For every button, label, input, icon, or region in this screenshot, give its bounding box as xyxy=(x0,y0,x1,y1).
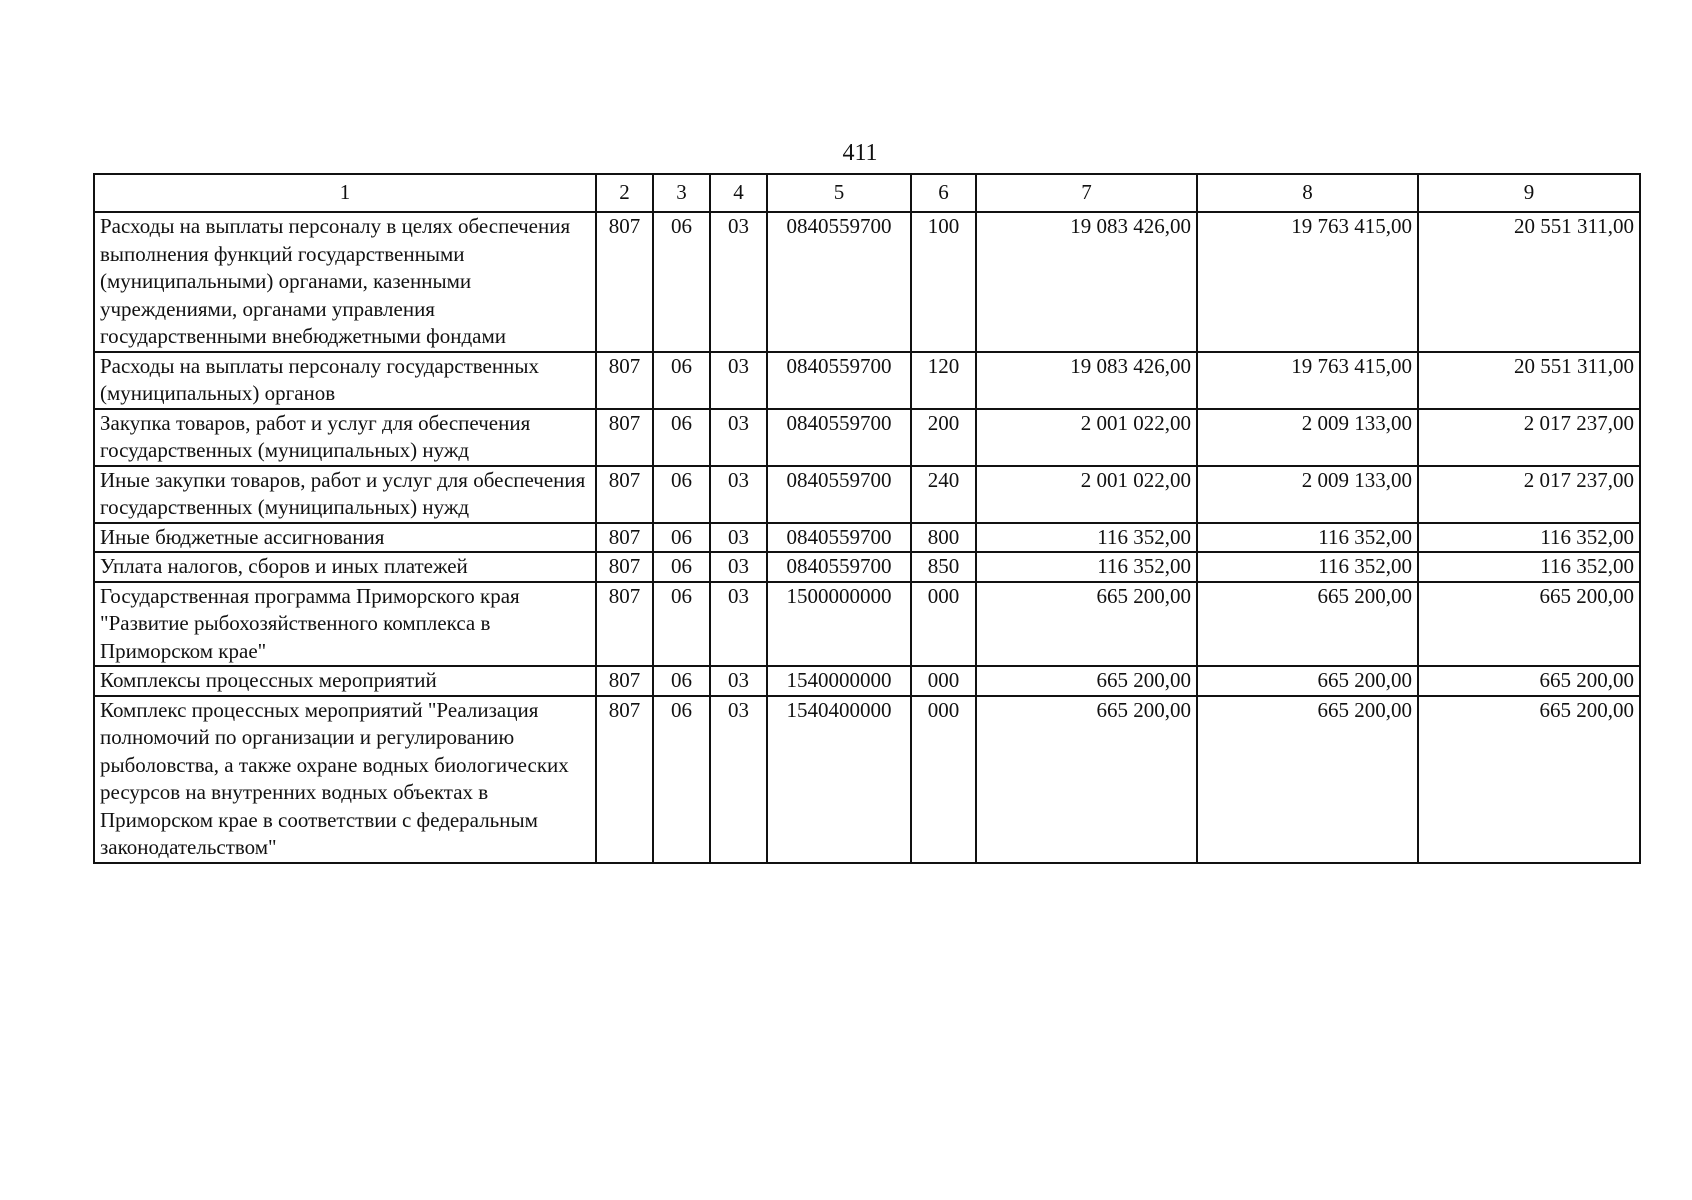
section-code-cell: 06 xyxy=(653,409,710,466)
subsection-code-cell: 03 xyxy=(710,409,767,466)
target-article-cell: 0840559700 xyxy=(767,212,911,352)
table-row xyxy=(94,212,1640,352)
row-name-cell: Иные бюджетные ассигнования xyxy=(94,523,596,553)
table-row xyxy=(94,409,1640,466)
section-code-cell: 06 xyxy=(653,582,710,667)
section-code-cell: 06 xyxy=(653,466,710,523)
header-cell: 4 xyxy=(710,174,767,212)
section-code-cell: 06 xyxy=(653,212,710,352)
amount-col8-cell: 116 352,00 xyxy=(1197,523,1418,553)
amount-col7-cell: 19 083 426,00 xyxy=(976,212,1197,352)
amount-col9-cell: 20 551 311,00 xyxy=(1418,352,1640,409)
table-row xyxy=(94,582,1640,667)
target-article-cell: 1540400000 xyxy=(767,696,911,863)
ministry-code-cell: 807 xyxy=(596,523,653,553)
target-article-cell: 1500000000 xyxy=(767,582,911,667)
amount-col9-cell: 2 017 237,00 xyxy=(1418,409,1640,466)
section-code-cell: 06 xyxy=(653,666,710,696)
amount-col7-cell: 665 200,00 xyxy=(976,666,1197,696)
amount-col7-cell: 665 200,00 xyxy=(976,696,1197,863)
amount-col8-cell: 19 763 415,00 xyxy=(1197,352,1418,409)
expense-type-cell: 850 xyxy=(911,552,976,582)
amount-col9-cell: 665 200,00 xyxy=(1418,666,1640,696)
amount-col8-cell: 2 009 133,00 xyxy=(1197,409,1418,466)
subsection-code-cell: 03 xyxy=(710,666,767,696)
amount-col7-cell: 116 352,00 xyxy=(976,552,1197,582)
amount-col8-cell: 665 200,00 xyxy=(1197,696,1418,863)
amount-col7-cell: 665 200,00 xyxy=(976,582,1197,667)
amount-col7-cell: 19 083 426,00 xyxy=(976,352,1197,409)
target-article-cell: 0840559700 xyxy=(767,466,911,523)
expense-type-cell: 120 xyxy=(911,352,976,409)
row-name-cell: Государственная программа Приморского края "Развитие рыбохозяйственного комплекса в Приморском крае" xyxy=(94,582,596,667)
table-body xyxy=(94,212,1640,863)
target-article-cell: 0840559700 xyxy=(767,409,911,466)
table-row xyxy=(94,666,1640,696)
budget-table xyxy=(93,173,1641,864)
subsection-code-cell: 03 xyxy=(710,582,767,667)
ministry-code-cell: 807 xyxy=(596,582,653,667)
ministry-code-cell: 807 xyxy=(596,666,653,696)
section-code-cell: 06 xyxy=(653,552,710,582)
ministry-code-cell: 807 xyxy=(596,409,653,466)
amount-col7-cell: 2 001 022,00 xyxy=(976,466,1197,523)
ministry-code-cell: 807 xyxy=(596,212,653,352)
subsection-code-cell: 03 xyxy=(710,696,767,863)
subsection-code-cell: 03 xyxy=(710,552,767,582)
expense-type-cell: 000 xyxy=(911,582,976,667)
expense-type-cell: 200 xyxy=(911,409,976,466)
row-name-cell: Комплекс процессных мероприятий "Реализация полномочий по организации и регулированию рыболовства, а также охране водных биологических ресурсов на внутренних водных объектах в Приморском крае в соответствии с федеральным законодательством" xyxy=(94,696,596,863)
expense-type-cell: 800 xyxy=(911,523,976,553)
amount-col9-cell: 116 352,00 xyxy=(1418,552,1640,582)
expense-type-cell: 100 xyxy=(911,212,976,352)
table-row xyxy=(94,352,1640,409)
header-cell: 3 xyxy=(653,174,710,212)
row-name-cell: Расходы на выплаты персоналу в целях обеспечения выполнения функций государственными (муниципальными) органами, казенными учреждениями, органами управления государственными внебюджетными фондами xyxy=(94,212,596,352)
target-article-cell: 1540000000 xyxy=(767,666,911,696)
ministry-code-cell: 807 xyxy=(596,352,653,409)
header-cell: 7 xyxy=(976,174,1197,212)
amount-col9-cell: 665 200,00 xyxy=(1418,696,1640,863)
section-code-cell: 06 xyxy=(653,352,710,409)
amount-col9-cell: 20 551 311,00 xyxy=(1418,212,1640,352)
table-row xyxy=(94,466,1640,523)
amount-col8-cell: 19 763 415,00 xyxy=(1197,212,1418,352)
row-name-cell: Закупка товаров, работ и услуг для обеспечения государственных (муниципальных) нужд xyxy=(94,409,596,466)
target-article-cell: 0840559700 xyxy=(767,552,911,582)
table-header-row xyxy=(94,174,1640,212)
amount-col7-cell: 116 352,00 xyxy=(976,523,1197,553)
amount-col8-cell: 2 009 133,00 xyxy=(1197,466,1418,523)
header-cell: 9 xyxy=(1418,174,1640,212)
table-row xyxy=(94,552,1640,582)
amount-col8-cell: 665 200,00 xyxy=(1197,666,1418,696)
row-name-cell: Иные закупки товаров, работ и услуг для обеспечения государственных (муниципальных) нужд xyxy=(94,466,596,523)
row-name-cell: Уплата налогов, сборов и иных платежей xyxy=(94,552,596,582)
subsection-code-cell: 03 xyxy=(710,523,767,553)
expense-type-cell: 240 xyxy=(911,466,976,523)
table-row xyxy=(94,696,1640,863)
ministry-code-cell: 807 xyxy=(596,466,653,523)
ministry-code-cell: 807 xyxy=(596,552,653,582)
subsection-code-cell: 03 xyxy=(710,466,767,523)
target-article-cell: 0840559700 xyxy=(767,352,911,409)
amount-col7-cell: 2 001 022,00 xyxy=(976,409,1197,466)
amount-col8-cell: 665 200,00 xyxy=(1197,582,1418,667)
header-cell: 8 xyxy=(1197,174,1418,212)
amount-col9-cell: 665 200,00 xyxy=(1418,582,1640,667)
expense-type-cell: 000 xyxy=(911,666,976,696)
header-cell: 2 xyxy=(596,174,653,212)
header-cell: 5 xyxy=(767,174,911,212)
amount-col8-cell: 116 352,00 xyxy=(1197,552,1418,582)
table-row xyxy=(94,523,1640,553)
subsection-code-cell: 03 xyxy=(710,212,767,352)
page-number: 411 xyxy=(842,140,878,166)
amount-col9-cell: 2 017 237,00 xyxy=(1418,466,1640,523)
expense-type-cell: 000 xyxy=(911,696,976,863)
header-cell: 1 xyxy=(94,174,596,212)
subsection-code-cell: 03 xyxy=(710,352,767,409)
target-article-cell: 0840559700 xyxy=(767,523,911,553)
amount-col9-cell: 116 352,00 xyxy=(1418,523,1640,553)
section-code-cell: 06 xyxy=(653,696,710,863)
section-code-cell: 06 xyxy=(653,523,710,553)
row-name-cell: Расходы на выплаты персоналу государственных (муниципальных) органов xyxy=(94,352,596,409)
row-name-cell: Комплексы процессных мероприятий xyxy=(94,666,596,696)
header-cell: 6 xyxy=(911,174,976,212)
ministry-code-cell: 807 xyxy=(596,696,653,863)
